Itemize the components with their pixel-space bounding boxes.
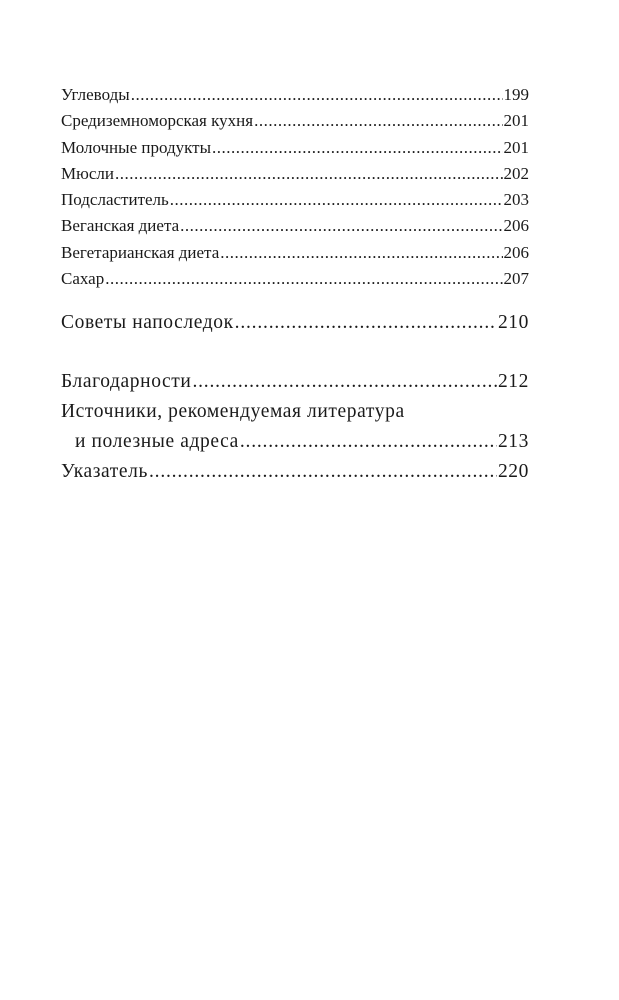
toc-entry-page: 206 bbox=[503, 216, 529, 236]
dot-leader bbox=[170, 187, 503, 213]
toc-chapter-page: 213 bbox=[497, 431, 529, 453]
toc-entry-title: Веганская диета bbox=[61, 216, 180, 236]
toc-entry-title: Молочные продукты bbox=[61, 137, 212, 157]
toc-entry-page: 202 bbox=[503, 163, 529, 183]
dot-leader bbox=[105, 266, 502, 292]
toc-entry-page: 203 bbox=[503, 190, 529, 210]
toc-chapter-title: Указатель bbox=[61, 461, 148, 483]
toc-entry-page: 207 bbox=[503, 269, 529, 289]
table-of-contents bbox=[61, 82, 529, 487]
toc-entry[interactable] bbox=[61, 266, 529, 292]
toc-entry[interactable] bbox=[61, 161, 529, 187]
toc-entry[interactable] bbox=[61, 108, 529, 134]
toc-entry-page: 206 bbox=[503, 242, 529, 262]
toc-entry[interactable] bbox=[61, 213, 529, 239]
toc-chapter-title-line2: и полезные адреса bbox=[75, 431, 239, 453]
dot-leader bbox=[235, 308, 497, 338]
dot-leader bbox=[240, 427, 497, 457]
dot-leader bbox=[149, 457, 497, 487]
toc-entry-page: 201 bbox=[503, 137, 529, 157]
toc-chapter-page: 220 bbox=[497, 461, 529, 483]
dot-leader bbox=[192, 367, 497, 397]
dot-leader bbox=[180, 213, 502, 239]
toc-entry[interactable] bbox=[61, 82, 529, 108]
toc-entry-title: Подсластитель bbox=[61, 190, 169, 210]
toc-entry-title: Углеводы bbox=[61, 85, 130, 104]
toc-entry[interactable] bbox=[61, 135, 529, 161]
dot-leader bbox=[115, 161, 503, 187]
dot-leader bbox=[220, 240, 502, 266]
toc-entry[interactable] bbox=[61, 240, 529, 266]
toc-chapter-title: Благодарности bbox=[61, 371, 192, 393]
toc-chapter-index[interactable] bbox=[61, 457, 529, 487]
toc-chapter-page: 212 bbox=[497, 371, 529, 393]
dot-leader bbox=[131, 82, 503, 108]
toc-chapter-line2 bbox=[61, 427, 529, 457]
toc-chapter-sources[interactable] bbox=[61, 397, 529, 457]
toc-entry[interactable] bbox=[61, 187, 529, 213]
dot-leader bbox=[254, 108, 502, 134]
dot-leader bbox=[212, 135, 502, 161]
toc-chapter-thanks[interactable] bbox=[61, 367, 529, 397]
toc-chapter-advice[interactable] bbox=[61, 308, 529, 338]
spacer bbox=[61, 338, 529, 367]
toc-chapter-page: 210 bbox=[497, 312, 529, 334]
toc-entry-page: 201 bbox=[503, 111, 529, 131]
toc-entry-title: Вегетарианская диета bbox=[61, 242, 220, 262]
toc-entry-page: 199 bbox=[503, 85, 529, 104]
toc-entry-title: Средиземноморская кухня bbox=[61, 111, 254, 131]
toc-entry-title: Мюсли bbox=[61, 163, 114, 183]
spacer bbox=[61, 292, 529, 308]
toc-chapter-title: Советы напоследок bbox=[61, 312, 234, 334]
toc-entry-title: Сахар bbox=[61, 269, 105, 289]
toc-chapter-title-line1: Источники, рекомендуемая литература bbox=[61, 401, 405, 423]
